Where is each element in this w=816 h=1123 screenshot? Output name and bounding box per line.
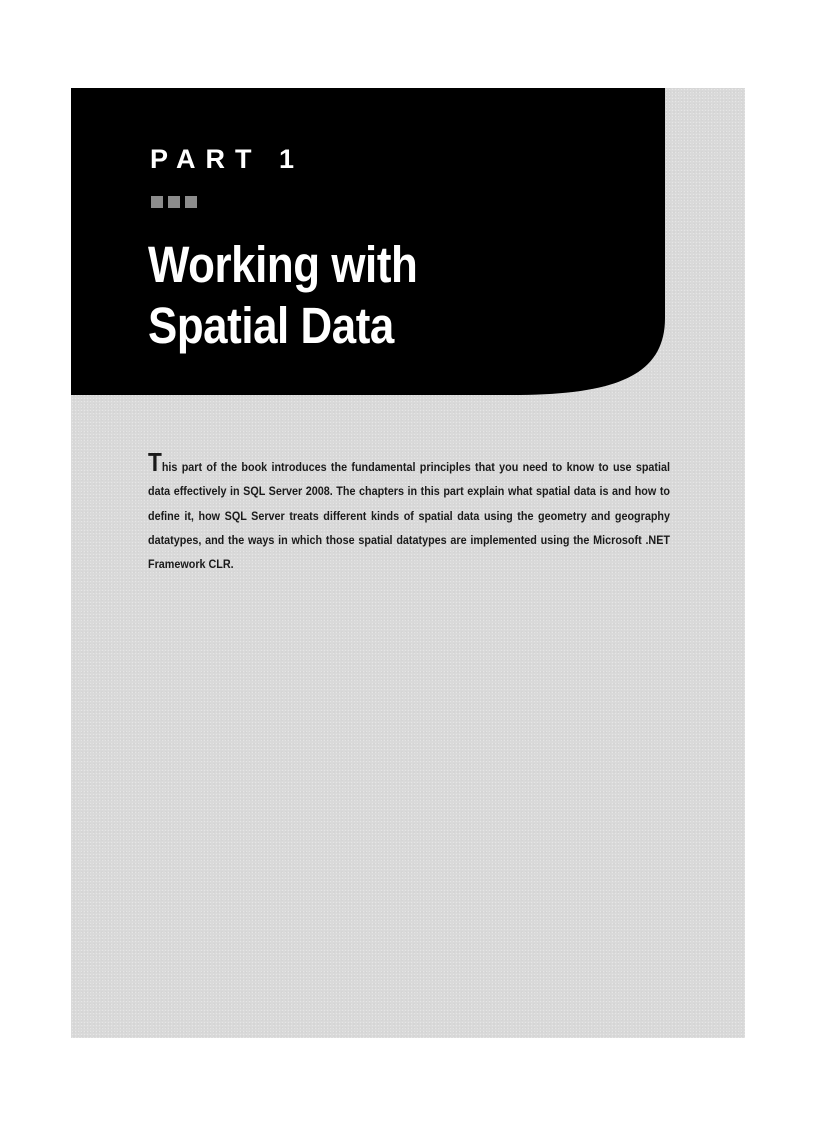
part-decor-squares: [151, 196, 197, 208]
part-title: [148, 234, 578, 356]
intro-dropcap: T: [148, 447, 162, 477]
intro-text: his part of the book introduces the fundamental principles that you need to know to use spatial data effectively in SQL Server 2008. The chapters in this part explain what spatial data is and how to define it, how SQL Server treats different kinds of spatial data using the geometry and geography datatypes, and the ways in which those spatial datatypes are implemented using the Microsoft .NET Framework CLR.: [148, 460, 671, 572]
decor-square: [151, 196, 163, 208]
decor-square: [168, 196, 180, 208]
part-number-label: PART 1: [150, 144, 305, 174]
intro-paragraph: [148, 447, 671, 576]
decor-square: [185, 196, 197, 208]
part-title-line-1: Working with: [148, 236, 418, 293]
part-title-line-2: Spatial Data: [148, 297, 394, 354]
